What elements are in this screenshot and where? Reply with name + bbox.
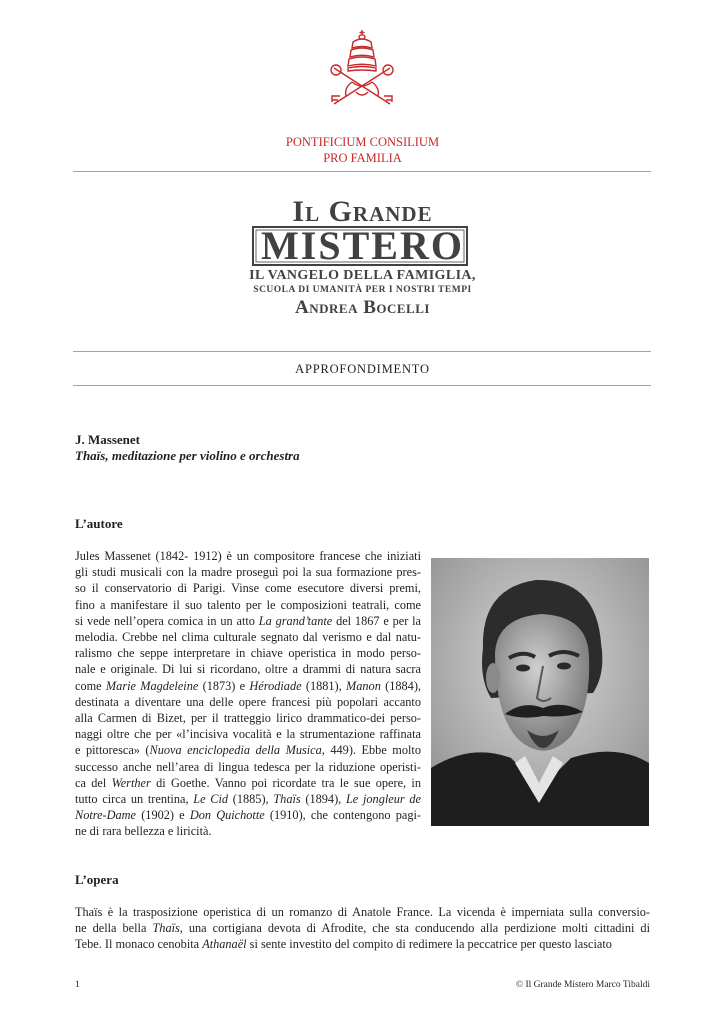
papal-crest-icon — [322, 26, 402, 112]
footer-copyright: © Il Grande Mistero Marco Tibaldi — [515, 980, 650, 990]
paragraph-line: Tebe. Il monaco cenobita Athanaël si sente investito del compito di redimere la peccatrice per questo lasciato — [75, 937, 612, 952]
header-divider — [73, 171, 651, 172]
opera-paragraph — [75, 904, 650, 953]
paragraph-line: Notre-Dame (1902) e Don Quichotte (1910), che contengono pagi- — [75, 808, 422, 823]
autore-paragraph — [75, 548, 421, 840]
paragraph-line: Jules Massenet (1842- 1912) è un compositore francese che iniziati — [75, 549, 421, 563]
page-number: 1 — [75, 980, 80, 990]
paragraph-line: nale e originale. Di lui si ricordano, oltre a drammi di natura sacra — [75, 662, 421, 677]
paragraph-line: gli studi musicali con la madre proseguì poi la sua formazione pres- — [75, 565, 421, 580]
logo-line-tagline: SCUOLA DI UMANITÀ PER I NOSTRI TEMPI — [253, 285, 472, 295]
paragraph-line: successo anche nell’area di lingua tedesca per la riduzione operisti- — [75, 759, 421, 774]
paragraph-line: destinata a diventare una delle opere francesi più popolari accanto — [75, 694, 421, 709]
composer-portrait — [431, 558, 649, 826]
composer-name: J. Massenet — [75, 432, 140, 447]
paragraph-line: melodia. Crebbe nel clima culturale segnato dal verismo e dal natu- — [75, 630, 421, 645]
paragraph-line: so il conservatorio di Parigi. Vinse come esecutore diversi premi, — [75, 581, 421, 596]
council-name-line1: PONTIFICIUM CONSILIUM — [285, 135, 440, 149]
paragraph-line: come Marie Magdeleine (1873) e Hérodiade (1881), Manon (1884), — [75, 678, 421, 693]
paragraph-line: ca del Werther di Goethe. Vanno poi ricordate tra le sue opere, in — [75, 775, 421, 790]
logo-line-artist: Andrea Bocelli — [295, 297, 430, 318]
paragraph-line: ne della bella Thaïs, una cortigiana devota di Afrodite, che sta conducendo alla perdizione molti cittadini di — [75, 921, 650, 936]
paragraph-line: si vede nell’opera comica in un atto La grand’tante del 1867 e per la — [75, 613, 421, 628]
paragraph-line: ne di rara bellezza e liricità. — [75, 824, 212, 839]
paragraph-line: alla Carmen di Bizet, per il tratteggio lirico drammatico-dei perso- — [75, 711, 421, 726]
paragraph-line: e pittoresca» (Nuova enciclopedia della Musica, 449). Ebbe molto — [75, 743, 421, 758]
section-label: APPROFONDIMENTO — [295, 362, 430, 376]
logo-line-subtitle: IL VANGELO DELLA FAMIGLIA, — [249, 268, 476, 283]
piece-title: Thaïs, meditazione per violino e orchestra — [75, 448, 300, 463]
logo-line-mistero: MISTERO — [261, 223, 464, 268]
logo-line-il-grande: Il Grande — [292, 195, 433, 228]
paragraph-line: fino a manifestare il suo talento per le composizioni teatrali, come — [75, 597, 421, 612]
section-divider-bottom — [73, 385, 651, 386]
autore-heading: L’autore — [75, 516, 123, 531]
council-name-line2: PRO FAMILIA — [323, 151, 402, 165]
paragraph-line: Thaïs è la trasposizione operistica di un romanzo di Anatole France. La vicenda è imperniata sulla conversio- — [75, 905, 650, 919]
paragraph-line: tutto circa un trentina, Le Cid (1885), Thaïs (1894), Le jongleur de — [75, 792, 421, 807]
paragraph-line: naggi oltre che per «l’incisiva vocalità e la strumentazione raffinata — [75, 727, 421, 742]
opera-heading: L’opera — [75, 872, 119, 887]
paragraph-line: ralismo che seppe interpretare in chiave operistica in modo perso- — [75, 646, 421, 661]
section-divider-top — [73, 351, 651, 352]
